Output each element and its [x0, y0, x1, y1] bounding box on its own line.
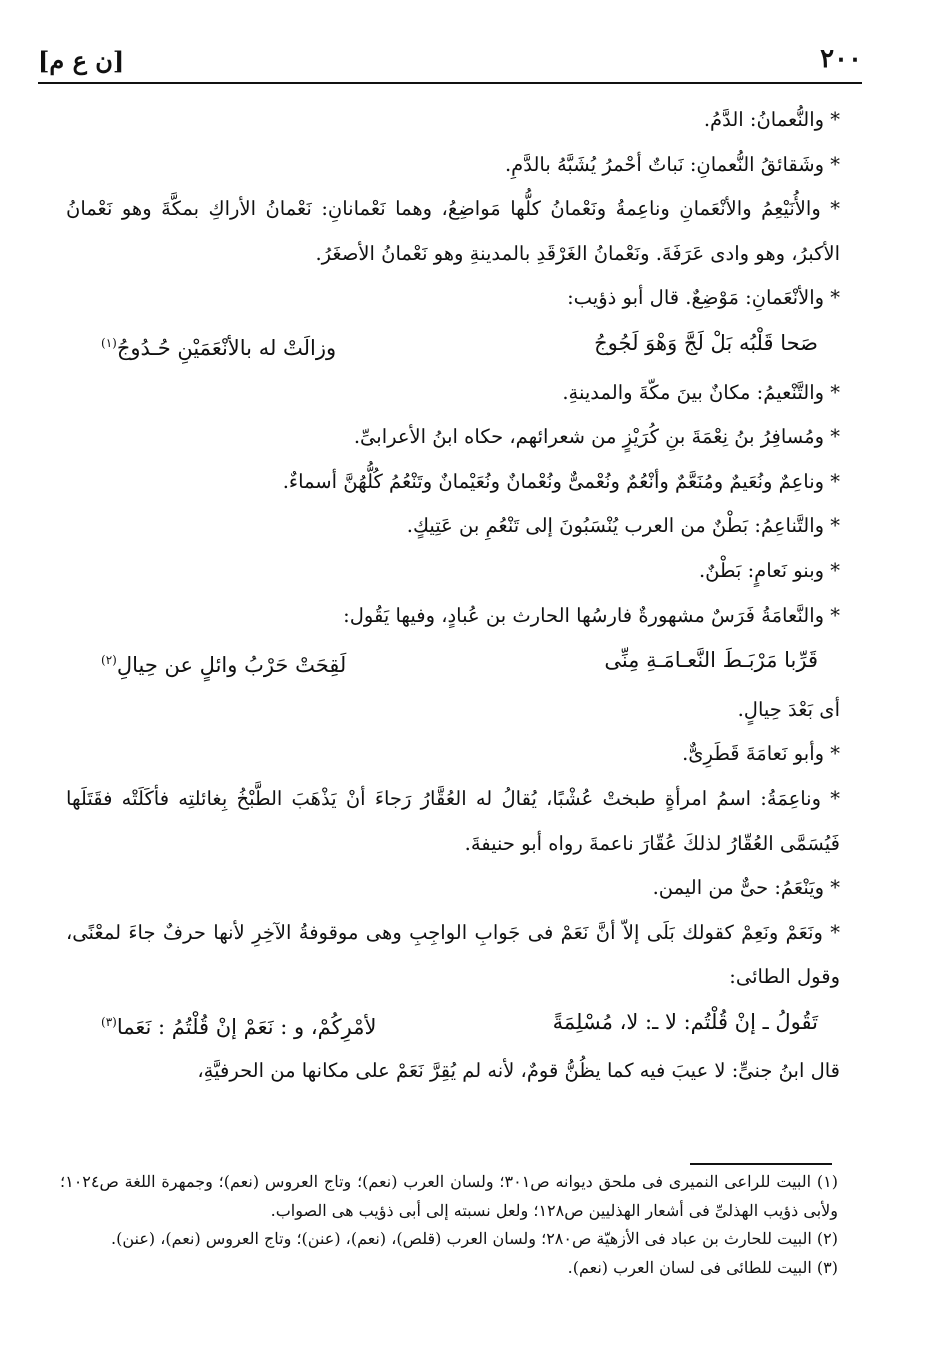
poetry-verse — [66, 638, 840, 688]
footnote-text: البيت للطائى فى لسان العرب (نعم). — [567, 1257, 812, 1277]
footnote-text: البيت للحارث بن عباد فى الأزهيّة ص٢٨٠؛ ولسان العرب (قلص)، (نعم)، (عنن)؛ وتاج العروس (نعم)، (عنن). — [111, 1229, 812, 1249]
verse-second-hemistich — [101, 321, 336, 371]
verse-second-text: لأمْرِكُمْ، و : نَعَمْ إنْ قُلْتُمُ : نَعَما — [116, 1014, 377, 1039]
entry: * والنَّعامَةُ فَرَسٌ مشهورةٌ فارسُها الحارث بن عُبادٍ، وفيها يَقُول: — [343, 603, 840, 627]
poetry-verse — [66, 1000, 840, 1050]
footnote-marker: (٢) — [101, 653, 117, 668]
entry: * وناعِمٌ ونُعَيمٌ ومُنَعَّمٌ وأنْعُمٌ ونُعْمىٌّ ونُعْمانٌ ونُعَيْمانٌ وتَنْعُمُ كُلُّهُنَّ أسماءٌ. — [282, 469, 840, 493]
footnote-separator — [690, 1163, 832, 1165]
entry: * وناعِمَةُ: اسمُ امرأةٍ طبختْ عُشْبًا، يُقالُ له العُقَّارُ رَجاءَ أنْ يَذْهَبَ الطَّبْخُ بِغائلتِه فأكَلَتْه فقَتَلَها فَيُسَمَّى العُقّارُ لذلكَ عُقّارَ ناعمةَ رواه أبو حنيفةَ. — [66, 786, 840, 855]
footnote-number: (١) — [816, 1172, 839, 1191]
continuation-line: أى بَعْدَ حِيالٍ. — [737, 697, 840, 721]
footnote — [60, 1225, 838, 1254]
dictionary-entries — [66, 98, 840, 1094]
entry: * ونَعَمْ ونَعِمْ كقولك بَلَى إلاّ أنَّ نَعَمْ فى جَوابِ الواجِبِ وهى موقوفةُ الآخِرِ لأنها حرفٌ جاءَ لمعْنًى، وقول الطائى: — [66, 920, 840, 989]
footnote-text: البيت للراعى النميرى فى ملحق ديوانه ص٣٠١؛ ولسان العرب (نعم)؛ وتاج العروس (نعم)؛ وجمهرة اللغة ص١٠٢٤؛ ولأبى ذؤيب الهذلىِّ فى أشعار الهذليين ص١٢٨؛ ولعل نسبته إلى أبى ذؤيب هى الصواب. — [60, 1172, 838, 1220]
footnote — [60, 1168, 838, 1225]
verse-second-text: وزالَتْ له بالأنْعَمَيْنِ حُـدُوجُ — [116, 335, 337, 360]
verse-first-hemistich: تَقُولُ ـ إنْ قُلْتُم: لا ـ: لا، مُسْلِمَةً — [552, 1009, 818, 1034]
entry: * والأنْعَمانِ: مَوْضِعٌ. قال أبو ذؤيب: — [567, 286, 840, 310]
entry: * ومُسافِرُ بنُ نِعْمَةَ بنِ كُرَيْزٍ من شعرائهم، حكاه ابنُ الأعرابىِّ. — [353, 425, 840, 449]
entry: * والأُنَيْعِمُ والأنْعَمانِ وناعِمةُ ونَعْمانُ كلُّها مَواضِعُ، وهما نَعْمانانِ: نَعْمانُ الأراكِ بمكَّةَ وهو نَعْمانُ الأكبرُ، وهو وادى عَرَفَةَ. ونَعْمانُ الغَرْقَدِ بالمدينةِ وهو نَعْمانُ الأصغَرُ. — [66, 197, 840, 265]
poetry-verse — [66, 321, 840, 371]
entry: * وأبو نَعامَةَ قَطَرِىٌّ. — [682, 742, 840, 766]
footnote-marker: (٣) — [101, 1014, 117, 1029]
entry: * والتَّنْعيمُ: مكانٌ بينَ مكّةَ والمدينةِ. — [562, 380, 840, 404]
root-letters: [ن ع م] — [38, 46, 125, 75]
page-number: ٢٠٠ — [820, 44, 862, 74]
entry: * والتَّناعِمُ: بَطْنٌ من العرب يُنْسَبُونَ إلى تَنْعُمِ بن عَتِيكٍ. — [406, 514, 840, 538]
entry: * والنُّعمانُ: الدَّمُ. — [703, 108, 840, 131]
verse-first-hemistich: قَرِّبا مَرْبَـطَ النَّعـامَـةِ مِنِّى — [604, 648, 818, 673]
entry: * وشَقائقُ النُّعمانِ: نَباتٌ أحْمرُ يُشَبَّهُ بالدَّمِ. — [504, 152, 840, 176]
verse-second-text: لَقِحَتْ حَرْبُ وائلٍ عن حِيالِ — [116, 653, 347, 678]
verse-second-hemistich — [101, 638, 346, 688]
footnotes — [60, 1168, 838, 1282]
verse-second-hemistich — [101, 1000, 376, 1050]
entry: قال ابنُ جنىٍّ: لا عيبَ فيه كما يظُنُّ قومٌ، لأنه لم يُقِرَّ نَعَمْ على مكانها من الحرفيَّةِ، — [197, 1059, 840, 1083]
footnote-number: (٣) — [816, 1257, 838, 1277]
entry: * وبنو نَعامٍ: بَطْنٌ. — [698, 558, 840, 582]
footnote-marker: (١) — [101, 335, 117, 350]
footnote — [60, 1254, 838, 1283]
verse-first-hemistich: صَحا قَلْبُه بَلْ لَجَّ وَهْوَ لَجُوجُ — [594, 330, 818, 355]
page-header — [38, 42, 862, 84]
footnote-number: (٢) — [816, 1229, 838, 1249]
entry: * ويَنْعَمُ: حىٌّ من اليمن. — [652, 876, 840, 900]
